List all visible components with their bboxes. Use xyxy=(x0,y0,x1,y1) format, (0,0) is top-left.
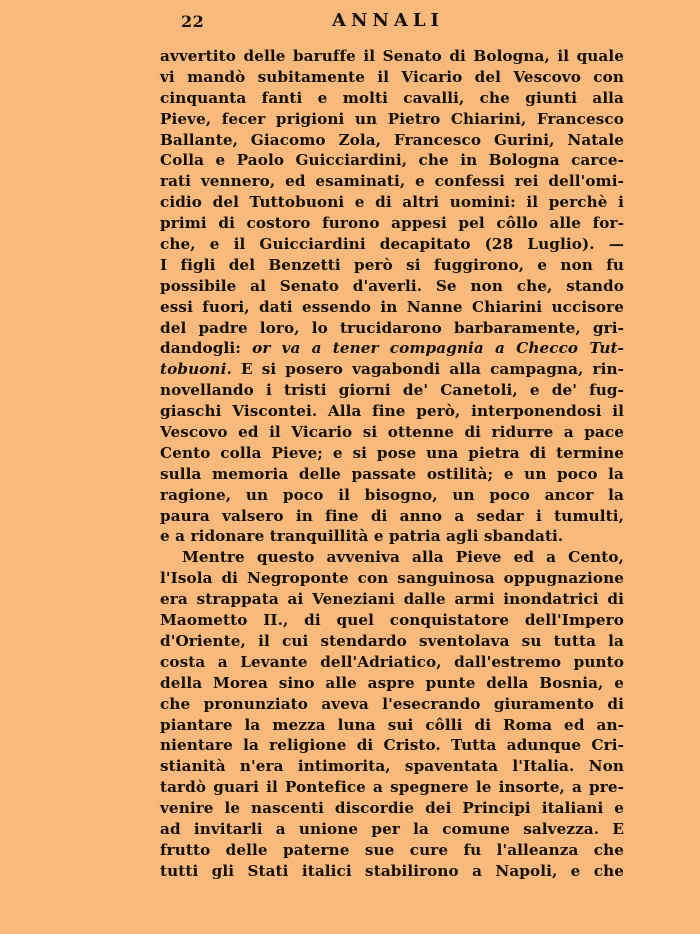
text-line xyxy=(160,506,624,527)
page-number: 22 xyxy=(181,12,205,31)
text-line xyxy=(160,401,624,422)
text-line xyxy=(160,568,624,589)
line-text: novellando i tristi giorni de' Canetoli, e de' fug- xyxy=(160,381,624,400)
text-line xyxy=(160,67,624,88)
line-text: Cento colla Pieve; e si pose una pietra di termine xyxy=(160,443,624,462)
text-line xyxy=(160,276,624,297)
line-text: della Morea sino alle aspre punte della Bosnia, e xyxy=(160,673,624,692)
text-line xyxy=(160,861,624,882)
line-text: paura valsero in fine di anno a sedar i tumulti, xyxy=(160,506,624,525)
line-text: cinquanta fanti e molti cavalli, che giunti alla xyxy=(160,88,624,107)
line-text: tutti gli Stati italici stabilirono a Napoli, e che xyxy=(160,861,624,880)
line-text: primi di costoro furono appesi pel côllo alle for- xyxy=(160,214,624,233)
line-text: avvertito delle baruffe il Senato di Bologna, il quale xyxy=(160,47,624,65)
line-text: E si posero vagabondi alla campagna, rin- xyxy=(240,360,624,379)
text-line xyxy=(160,840,624,861)
text-line xyxy=(160,338,624,359)
line-text: Colla e Paolo Guicciardini, che in Bologna carce- xyxy=(160,151,624,170)
text-line xyxy=(160,777,624,798)
line-text: e a ridonare tranquillità e patria agli sbandati. xyxy=(160,527,564,546)
line-text: Maometto II., di quel conquistatore dell'Impero xyxy=(160,611,624,630)
text-line xyxy=(160,652,624,673)
text-line xyxy=(160,255,624,276)
text-line xyxy=(160,109,624,130)
text-line xyxy=(160,694,624,715)
text-line xyxy=(160,798,624,819)
line-text: frutto delle paterne sue cure fu l'alleanza che xyxy=(160,840,624,859)
text-line xyxy=(160,610,624,631)
line-text: stianità n'era intimorita, spaventata l'Italia. Non xyxy=(160,757,624,776)
line-text: era strappata ai Veneziani dalle armi inondatrici di xyxy=(160,590,624,609)
line-text: del padre loro, lo trucidarono barbaramente, gri- xyxy=(160,318,624,337)
text-line xyxy=(160,380,624,401)
line-text: Mentre questo avveniva alla Pieve ed a Cento, xyxy=(182,548,624,567)
text-line xyxy=(160,526,624,547)
text-line xyxy=(160,464,624,485)
italic-phrase: or va a tener compagnia a Checco Tut- xyxy=(252,339,624,358)
line-text: Vescovo ed il Vicario si ottenne di ridurre a pace xyxy=(160,423,624,442)
line-text: Pieve, fecer prigioni un Pietro Chiarini, Francesco xyxy=(160,109,624,128)
line-text: l'Isola di Negroponte con sanguinosa oppugnazione xyxy=(160,569,624,588)
running-head: ANNALI xyxy=(332,10,444,31)
text-line xyxy=(160,150,624,171)
text-line xyxy=(160,171,624,192)
line-text: dandogli: xyxy=(160,339,241,358)
line-text: sulla memoria delle passate ostilità; e un poco la xyxy=(160,464,624,483)
line-text: Ballante, Giacomo Zola, Francesco Gurini, Natale xyxy=(160,130,624,149)
line-text: vi mandò subitamente il Vicario del Vescovo con xyxy=(160,67,624,86)
text-line xyxy=(160,673,624,694)
line-text: piantare la mezza luna sui côlli di Roma ed an- xyxy=(160,715,624,734)
text-line xyxy=(160,735,624,756)
text-line xyxy=(160,485,624,506)
text-line xyxy=(160,88,624,109)
text-line xyxy=(160,819,624,840)
line-text: che pronunziato aveva l'esecrando giuramento di xyxy=(160,694,624,713)
text-line xyxy=(160,46,624,67)
text-line xyxy=(160,318,624,339)
text-line xyxy=(160,297,624,318)
text-line xyxy=(160,130,624,151)
line-text: nientare la religione di Cristo. Tutta adunque Cri- xyxy=(160,736,624,755)
line-text: ad invitarli a unione per la comune salvezza. E xyxy=(160,819,624,838)
line-text: cidio del Tuttobuoni e di altri uomini: il perchè i xyxy=(160,193,624,212)
line-text: d'Oriente, il cui stendardo sventolava su tutta la xyxy=(160,631,624,650)
text-line xyxy=(160,359,624,380)
line-text: possibile al Senato d'averli. Se non che, stando xyxy=(160,276,624,295)
page-header xyxy=(0,10,700,34)
line-text: rati vennero, ed esaminati, e confessi rei dell'omi- xyxy=(160,172,624,191)
text-line xyxy=(160,589,624,610)
line-text: essi fuori, dati essendo in Nanne Chiarini uccisore xyxy=(160,297,624,316)
text-line xyxy=(160,756,624,777)
line-text: tardò guari il Pontefice a spegnere le insorte, a pre- xyxy=(160,778,624,797)
text-line xyxy=(160,234,624,255)
line-text: ragione, un poco il bisogno, un poco ancor la xyxy=(160,485,624,504)
body-text xyxy=(160,46,624,882)
line-text: costa a Levante dell'Adriatico, dall'estremo punto xyxy=(160,652,624,671)
text-line xyxy=(160,192,624,213)
text-line xyxy=(160,213,624,234)
text-line xyxy=(160,547,624,568)
line-text: che, e il Guicciardini decapitato (28 Luglio). — xyxy=(160,235,624,254)
text-line xyxy=(160,631,624,652)
text-line xyxy=(160,443,624,464)
line-text: I figli del Benzetti però si fuggirono, e non fu xyxy=(160,255,624,274)
line-text: giaschi Viscontei. Alla fine però, interponendosi il xyxy=(160,402,624,421)
italic-phrase: tobuoni. xyxy=(160,360,232,379)
line-text: venire le nascenti discordie dei Principi italiani e xyxy=(160,799,624,818)
text-line xyxy=(160,715,624,736)
text-line xyxy=(160,422,624,443)
